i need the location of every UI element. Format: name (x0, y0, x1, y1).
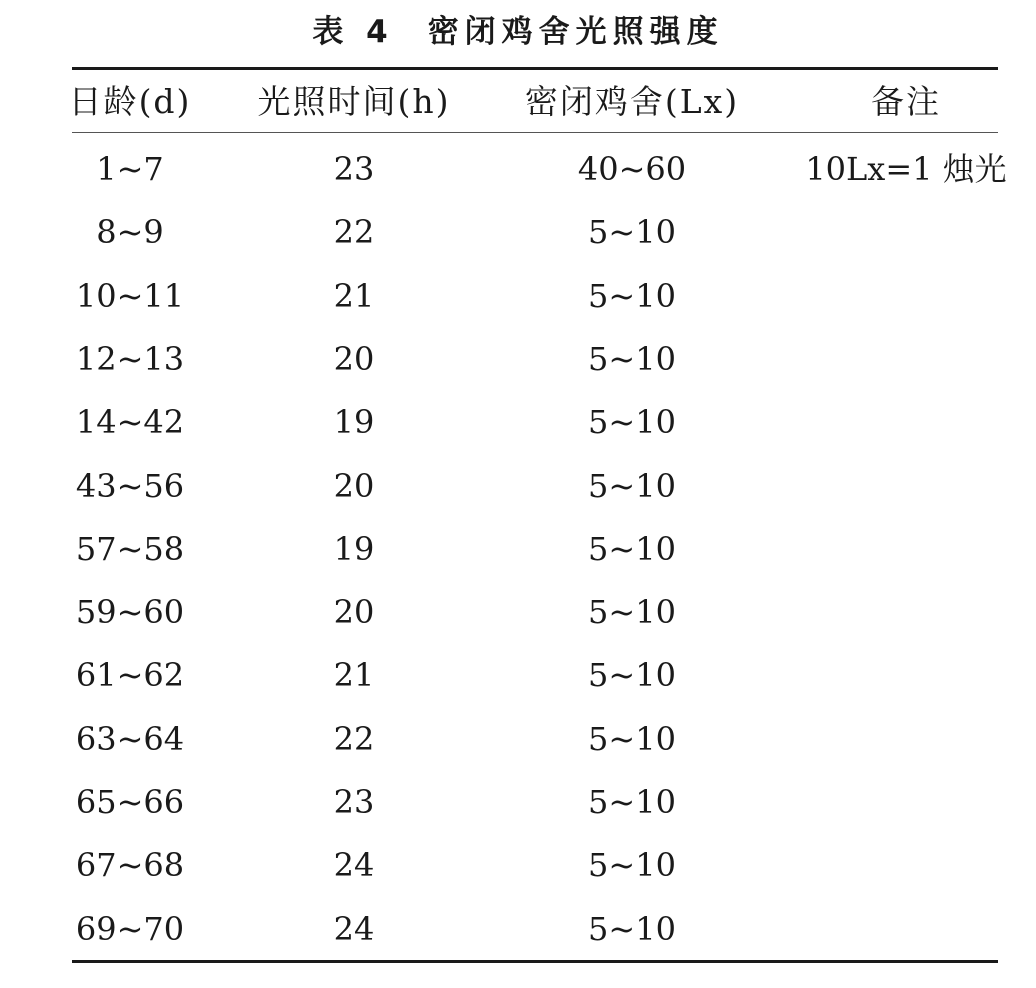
cell-light-hours: 20 (333, 340, 375, 378)
cell-age: 67~68 (75, 846, 185, 884)
table-row (0, 149, 1036, 189)
header-note: 备注 (871, 82, 941, 121)
table-row (0, 402, 1036, 442)
cell-light-hours: 22 (333, 213, 375, 251)
cell-lux: 5~10 (588, 783, 676, 821)
cell-light-hours: 21 (333, 656, 375, 694)
header-light-hours: 光照时间(h) (257, 82, 451, 121)
cell-age: 8~9 (96, 213, 164, 251)
table-row (0, 529, 1036, 569)
table-row (0, 339, 1036, 379)
cell-lux: 5~10 (588, 467, 676, 505)
cell-light-hours: 22 (333, 720, 375, 758)
cell-age: 65~66 (75, 783, 185, 821)
header-rule (72, 132, 998, 133)
cell-lux: 5~10 (588, 656, 676, 694)
cell-age: 1~7 (96, 150, 164, 188)
cell-age: 63~64 (75, 720, 185, 758)
table-row (0, 655, 1036, 695)
table-row (0, 845, 1036, 885)
table-title (0, 10, 1036, 54)
cell-lux: 5~10 (588, 720, 676, 758)
cell-age: 59~60 (75, 593, 185, 631)
table-row (0, 212, 1036, 252)
cell-age: 10~11 (75, 277, 185, 315)
cell-lux: 5~10 (588, 403, 676, 441)
cell-age: 43~56 (75, 467, 185, 505)
table-row (0, 592, 1036, 632)
header-sealed-house-lux: 密闭鸡舍(Lx) (524, 82, 740, 121)
table-row (0, 276, 1036, 316)
cell-light-hours: 21 (333, 277, 375, 315)
top-rule (72, 67, 998, 70)
cell-lux: 5~10 (588, 910, 676, 948)
table-number: 表 4 (312, 14, 394, 50)
cell-lux: 5~10 (588, 530, 676, 568)
cell-lux: 5~10 (588, 340, 676, 378)
cell-light-hours: 20 (333, 467, 375, 505)
cell-light-hours: 19 (333, 403, 375, 441)
cell-age: 12~13 (75, 340, 185, 378)
cell-light-hours: 24 (333, 846, 375, 884)
cell-light-hours: 23 (333, 783, 375, 821)
table-row (0, 719, 1036, 759)
cell-light-hours: 24 (333, 910, 375, 948)
bottom-rule (72, 960, 998, 963)
cell-age: 14~42 (75, 403, 185, 441)
cell-lux: 5~10 (588, 593, 676, 631)
cell-age: 61~62 (75, 656, 185, 694)
cell-light-hours: 20 (333, 593, 375, 631)
cell-light-hours: 19 (333, 530, 375, 568)
cell-age: 69~70 (75, 910, 185, 948)
cell-lux: 40~60 (577, 150, 687, 188)
cell-lux: 5~10 (588, 846, 676, 884)
header-age: 日龄(d) (68, 82, 192, 121)
table-row (0, 782, 1036, 822)
cell-light-hours: 23 (333, 150, 375, 188)
cell-note: 10Lx=1 烛光 (805, 150, 1007, 188)
table-row (0, 909, 1036, 949)
cell-age: 57~58 (75, 530, 185, 568)
cell-lux: 5~10 (588, 277, 676, 315)
table-row (0, 466, 1036, 506)
cell-lux: 5~10 (588, 213, 676, 251)
table-caption: 密闭鸡舍光照强度 (427, 14, 724, 50)
